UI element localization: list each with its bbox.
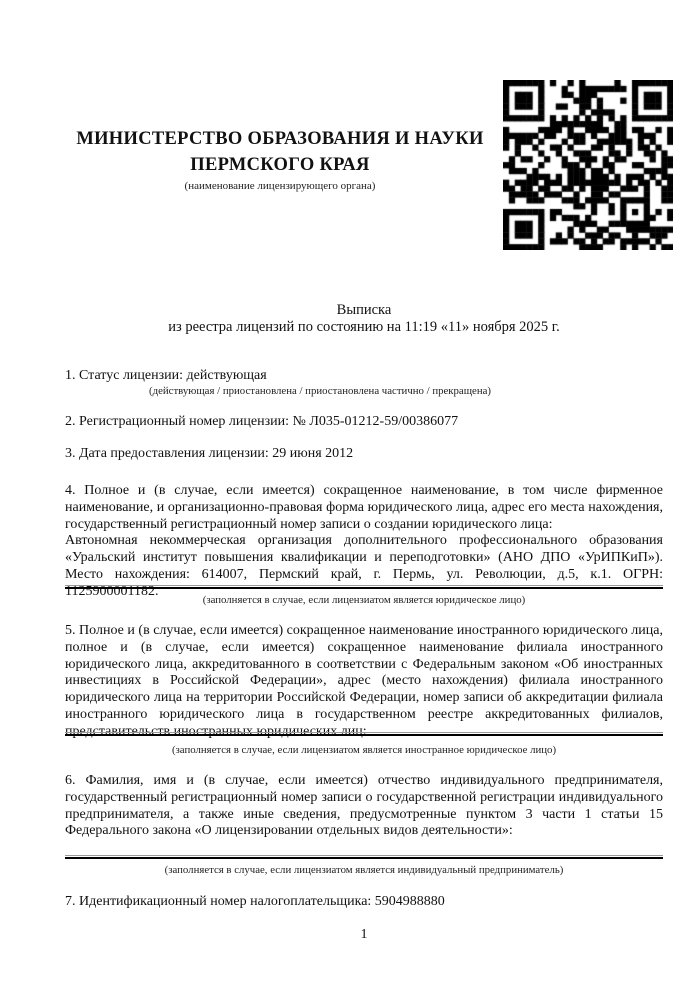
document-title (65, 302, 663, 336)
license-status-caption: (действующая / приостановлена / приостановлена частично / прекращена) (149, 385, 491, 397)
legal-entity-rule (65, 585, 663, 589)
foreign-entity-rule (65, 732, 663, 736)
page-number: 1 (360, 927, 368, 942)
license-status-line: 1. Статус лицензии: действующая (65, 368, 267, 383)
document-title-line2: из реестра лицензий по состоянию на 11:19 «11» ноября 2025 г. (168, 319, 560, 335)
qr-code (503, 80, 673, 250)
legal-entity-answer: Автономная некоммерческая организация дополнительного профессионального образования «Уральский институт повышения квалификации и переподготовки» (АНО ДПО «УрИПКиП»). Место нахождения: 614007, Пермский край, г. Пермь, ул. Революции, д.5, к.1. ОГРН: 1125900001182. (65, 533, 663, 599)
foreign-entity-question: 5. Полное и (в случае, если имеется) сокращенное наименование иностранного юридического лица, полное и (в случае, если имеется) сокращенное наименование филиала иностранного юридического лица, аккредитованного в соответствии с Федеральным законом «Об иностранных инвестициях в Российской Федерации», адрес (место нахождения) филиала иностранного юридического лица на территории Российской Федерации, номер записи об аккредитации филиала иностранного юридического лица в государственном реестре аккредитованных филиалов, представительств иностранных юридических лиц: (65, 623, 663, 739)
registration-number-line: 2. Регистрационный номер лицензии: № Л035-01212-59/00386077 (65, 414, 459, 429)
document-title-line1: Выписка (336, 302, 392, 318)
legal-entity-question: 4. Полное и (в случае, если имеется) сокращенное наименование, в том числе фирменное наименование, и организационно-правовая форма юридического лица, адрес его места нахождения, государственный регистрационный номер записи о создании юридического лица: (65, 483, 663, 532)
entrepreneur-caption: (заполняется в случае, если лицензиатом является индивидуальный предприниматель) (164, 864, 564, 876)
entrepreneur-rule (65, 855, 663, 859)
entrepreneur-question: 6. Фамилия, имя и (в случае, если имеется) отчество индивидуального предпринимателя, государственный регистрационный номер записи о государственной регистрации индивидуального предпринимателя, а также иные сведения, предусмотренные пунктом 3 части 1 статьи 15 Федерального закона «О лицензировании отдельных видов деятельности»: (65, 773, 663, 839)
legal-entity-section (65, 483, 663, 601)
ministry-name-line1: МИНИСТЕРСТВО ОБРАЗОВАНИЯ И НАУКИ (76, 129, 484, 149)
entrepreneur-section (65, 773, 663, 840)
ministry-name-line2: ПЕРМСКОГО КРАЯ (190, 155, 370, 175)
grant-date-line: 3. Дата предоставления лицензии: 29 июня 2012 (65, 446, 354, 461)
foreign-entity-caption: (заполняется в случае, если лицензиатом является иностранное юридическое лицо) (171, 744, 557, 756)
foreign-entity-section (65, 623, 663, 741)
legal-entity-caption: (заполняется в случае, если лицензиатом является юридическое лицо) (202, 594, 526, 606)
taxpayer-id-line: 7. Идентификационный номер налогоплательщика: 5904988880 (65, 894, 445, 909)
licensing-authority-caption: (наименование лицензирующего органа) (184, 180, 376, 192)
licensing-authority-header (55, 126, 505, 178)
